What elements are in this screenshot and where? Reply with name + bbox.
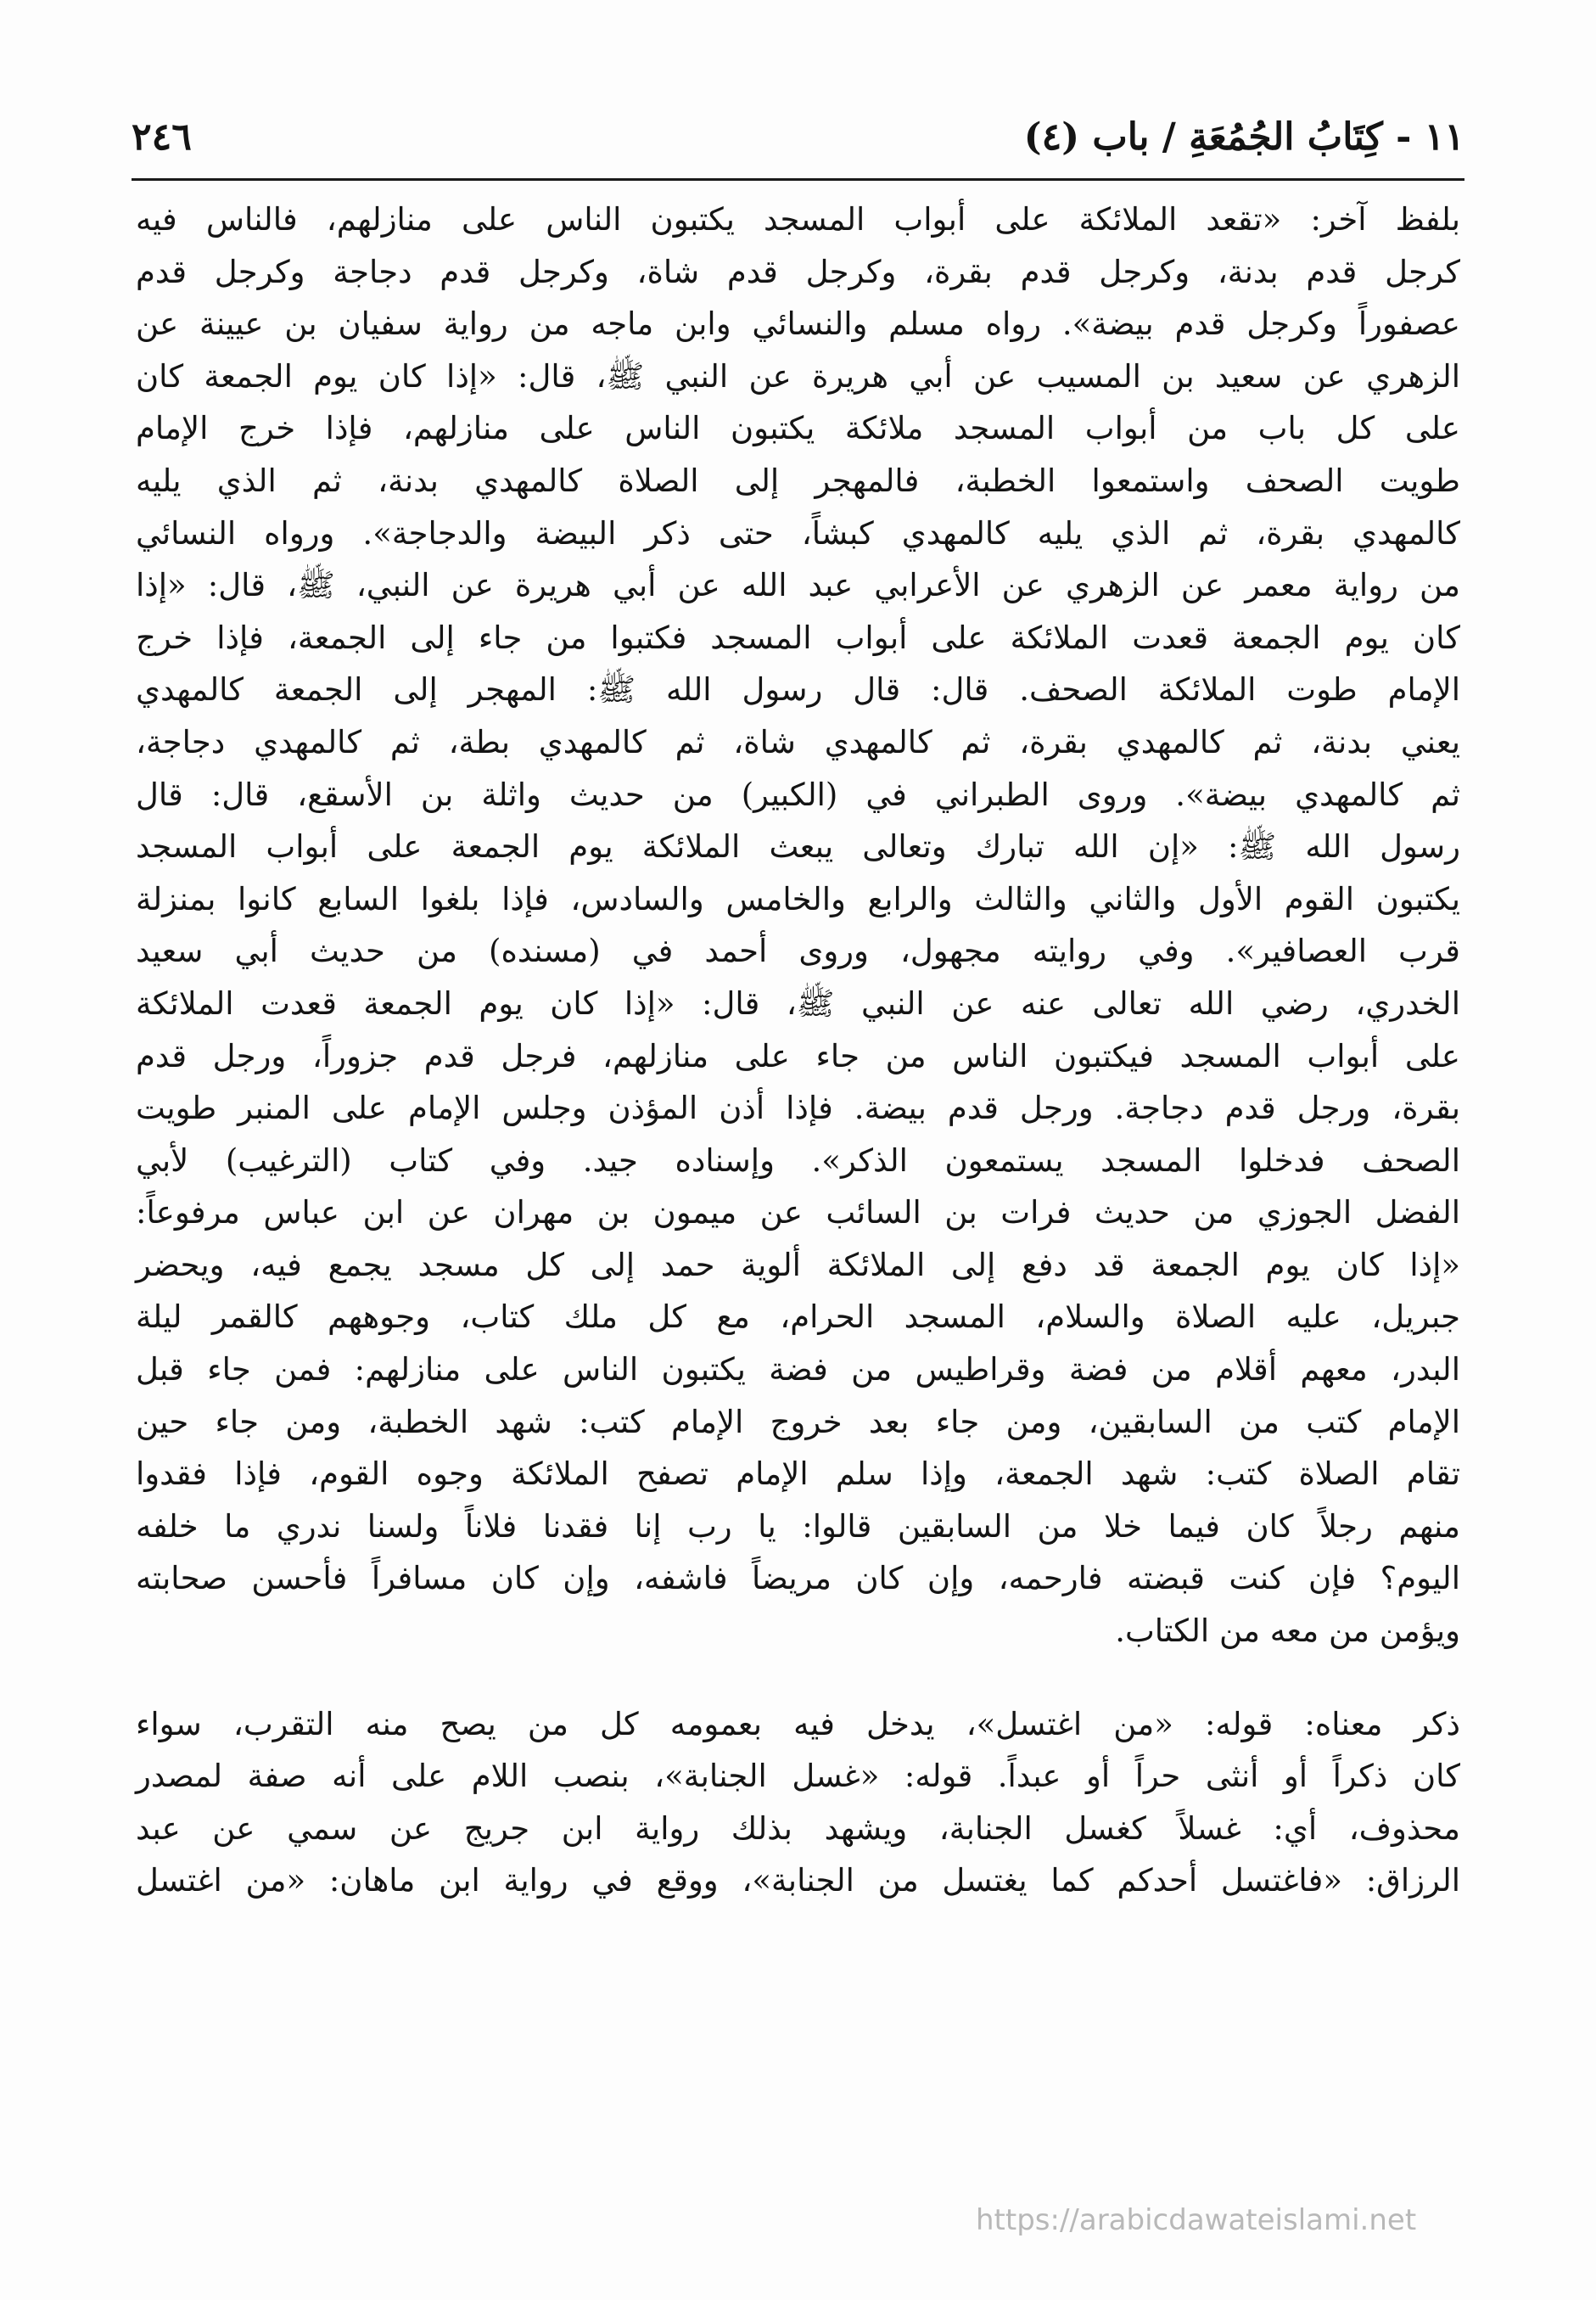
text-line: كان يوم الجمعة قعدت الملائكة على أبواب المسجد فكتبوا من جاء إلى الجمعة، فإذا خرج [136, 619, 1460, 656]
chapter-title: ١١ - كِتَابُ الجُمُعَةِ / باب (٤) [1023, 115, 1464, 159]
page-number: ٢٤٦ [132, 115, 192, 159]
header-divider [132, 178, 1464, 181]
text-line: رسول الله ﷺ: «إن الله تبارك وتعالى يبعث الملائكة يوم الجمعة على أبواب المسجد [136, 828, 1460, 866]
paragraph-hadith-narrations [136, 194, 1460, 1658]
text-line: الخدري، رضي الله تعالى عنه عن النبي ﷺ، قال: «إذا كان يوم الجمعة قعدت الملائكة [136, 985, 1460, 1022]
paragraph-meaning [136, 1698, 1460, 1907]
text-line: على كل باب من أبواب المسجد ملائكة يكتبون الناس على منازلهم، فإذا خرج الإمام [136, 410, 1460, 447]
text-line: قرب العصافير». وفي روايته مجهول، وروى أحمد في (مسنده) من حديث أبي سعيد [136, 933, 1460, 970]
text-line: يكتبون القوم الأول والثاني والثالث والرابع والخامس والسادس، فإذا بلغوا السابع كانوا بمنزلة [136, 880, 1460, 917]
text-line: ثم كالمهدي بيضة». وروى الطبراني في (الكبير) من حديث واثلة بن الأسقع، قال: قال [136, 776, 1460, 813]
text-line: محذوف، أي: غسلاً كغسل الجنابة، ويشهد بذلك رواية ابن جريج عن سمي عن عبد [136, 1809, 1460, 1847]
page-body [136, 194, 1460, 1907]
text-line: اليوم؟ فإن كنت قبضته فارحمه، وإن كان مريضاً فاشفه، وإن كان مسافراً فأحسن صحابته [136, 1560, 1460, 1597]
text-line: بقرة، ورجل قدم دجاجة. ورجل قدم بيضة. فإذا أذن المؤذن وجلس الإمام على المنبر طويت [136, 1090, 1460, 1127]
text-line: «إذا كان يوم الجمعة قد دفع إلى الملائكة ألوية حمد إلى كل مسجد يجمع فيه، ويحضر [136, 1246, 1460, 1283]
text-line: تقام الصلاة كتب: شهد الجمعة، وإذا سلم الإمام تصفح الملائكة وجوه القوم، فإذا فقدوا [136, 1456, 1460, 1493]
text-line: الفضل الجوزي من حديث فرات بن السائب عن ميمون بن مهران عن ابن عباس مرفوعاً: [136, 1194, 1460, 1231]
text-line: الصحف فدخلوا المسجد يستمعون الذكر». وإسناده جيد. وفي كتاب (الترغيب) لأبي [136, 1142, 1460, 1179]
text-line: كالمهدي بقرة، ثم الذي يليه كالمهدي كبشاً، حتى ذكر البيضة والدجاجة». ورواه النسائي [136, 514, 1460, 552]
text-line: يعني بدنة، ثم كالمهدي بقرة، ثم كالمهدي شاة، ثم كالمهدي بطة، ثم كالمهدي دجاجة، [136, 723, 1460, 760]
text-line: كرجل قدم بدنة، وكرجل قدم بقرة، وكرجل قدم شاة، وكرجل قدم دجاجة وكرجل قدم [136, 253, 1460, 290]
paragraph-spacer [136, 1658, 1460, 1698]
page-header [132, 109, 1464, 170]
text-line: الرزاق: «فاغتسل أحدكم كما يغتسل من الجنابة»، ووقع في رواية ابن ماهان: «من اغتسل [136, 1862, 1460, 1899]
text-line: من رواية معمر عن الزهري عن الأعرابي عبد الله عن أبي هريرة عن النبي، ﷺ، قال: «إذا [136, 567, 1460, 604]
text-line: ويؤمن من معه من الكتاب. [1115, 1613, 1460, 1650]
text-line: بلفظ آخر: «تقعد الملائكة على أبواب المسجد يكتبون الناس على منازلهم، فالناس فيه [136, 201, 1460, 238]
text-line: الإمام كتب من السابقين، ومن جاء بعد خروج الإمام كتب: شهد الخطبة، ومن جاء حين [136, 1403, 1460, 1440]
text-line: طويت الصحف واستمعوا الخطبة، فالمهجر إلى الصلاة كالمهدي بدنة، ثم الذي يليه [136, 462, 1460, 499]
text-line: منهم رجلاً كان فيما خلا من السابقين قالوا: يا رب إنا فقدنا فلاناً ولسنا ندري ما خلفه [136, 1507, 1460, 1545]
text-line: جبريل، عليه الصلاة والسلام، المسجد الحرام، مع كل ملك كتاب، وجوههم كالقمر ليلة [136, 1299, 1460, 1336]
text-line: كان ذكراً أو أنثى حراً أو عبداً. قوله: «غسل الجنابة»، بنصب اللام على أنه صفة لمصدر [136, 1758, 1460, 1795]
text-line: على أبواب المسجد فيكتبون الناس من جاء على منازلهم، فرجل قدم جزوراً، ورجل قدم [136, 1037, 1460, 1074]
text-line: عصفوراً وكرجل قدم بيضة». رواه مسلم والنسائي وابن ماجه من رواية سفيان بن عيينة عن [136, 306, 1460, 343]
site-watermark: https://arabicdawateislami.net [976, 2203, 1417, 2237]
text-line: الزهري عن سعيد بن المسيب عن أبي هريرة عن النبي ﷺ، قال: «إذا كان يوم الجمعة كان [136, 357, 1460, 395]
text-line: البدر، معهم أقلام من فضة وقراطيس من فضة يكتبون الناس على منازلهم: فمن جاء قبل [136, 1351, 1460, 1388]
text-line: الإمام طوت الملائكة الصحف. قال: قال رسول الله ﷺ: المهجر إلى الجمعة كالمهدي [136, 671, 1460, 709]
text-line: ذكر معناه: قوله: «من اغتسل»، يدخل فيه بعمومه كل من يصح منه التقرب، سواء [136, 1705, 1460, 1742]
